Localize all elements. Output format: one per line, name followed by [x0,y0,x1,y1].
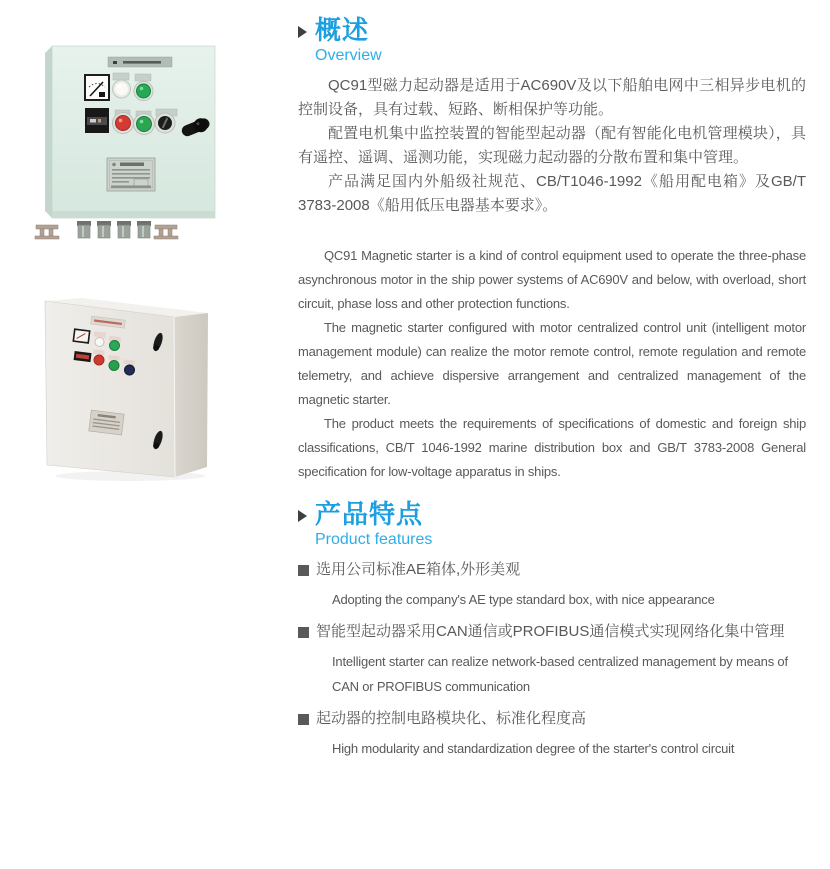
white-indicator-lamp [113,80,131,98]
cable-glands [77,221,151,238]
feature-item [298,709,806,761]
navy-pushbutton [125,365,135,375]
feature-text-en: Adopting the company's AE type standard box, with nice appearance [332,592,715,607]
overview-paragraph-en: The magnetic starter configured with motor centralized control unit (intelligent motor management module) can realize the motor remote control, remote regulation and remote telemetry, and achieve dispersive arrangement and centralized management of the magnetic starter. [298,320,806,407]
features-title-en: Product features [315,531,433,548]
ammeter [73,329,89,343]
square-bullet-icon [298,627,309,638]
feature-line-zh [298,622,806,642]
overview-paragraph-en: The product meets the requirements of specifications of domestic and foreign ship classifications, CB/T 1046-1992 marine distribution box and GB/T 3783-2008 General specification for low-voltage apparatus in ships. [298,416,806,479]
mounting-bracket [154,225,178,239]
lamp-label-plate [135,74,151,81]
overview-paragraph-zh: QC91型磁力起动器是适用于AC690V及以下船舶电网中三相异步电机的控制设备，具有过载、短路、断相保护等功能。 [298,77,806,118]
cabinet-bottom-lip [52,211,215,218]
mounting-bracket [35,225,59,239]
feature-text-zh: 起动器的控制电路模块化、标准化程度高 [316,710,587,727]
black-selector-switch [155,113,175,133]
control-box-front-illustration [30,35,275,250]
cabinet-front-face [45,301,175,477]
white-indicator-lamp [95,338,104,347]
feature-item [298,560,806,612]
feature-line-zh [298,560,806,580]
overview-title-zh: 概述 [315,15,370,45]
square-bullet-icon [298,714,309,725]
red-pushbutton [94,355,104,365]
cabinet-side-edge [45,46,52,218]
section-arrow-icon [298,510,307,522]
overview-paragraph-zh: 配置电机集中监控装置的智能型起动器（配有智能化电机管理模块），具有遥控、遥调、遥测功能，实现磁力起动器的分散布置和集中管理。 [298,125,806,166]
green-pushbutton [134,114,155,135]
overview-paragraph-en: QC91 Magnetic starter is a kind of control equipment used to operate the three-phase asynchronous motor in the ship power systems of AC690V and below, with overload, short circuit, phase loss and other protection functions. [298,248,806,311]
features-title-zh: 产品特点 [315,499,424,529]
feature-text-zh: 选用公司标准AE箱体,外形美观 [316,561,521,578]
overview-en-paragraphs [298,244,806,484]
square-bullet-icon [298,565,309,576]
feature-line-zh [298,709,806,729]
cabinet-name-strip [108,57,172,67]
nameplate [89,410,124,435]
green-indicator-lamp [134,82,153,101]
overview-title-en: Overview [315,47,382,64]
lamp-label-plate [113,73,129,80]
feature-item [298,622,806,699]
section-arrow-icon [298,26,307,38]
control-box-angled-illustration [35,278,255,488]
ammeter [85,75,109,100]
product-photo-angled-view [35,278,255,488]
overview-zh-paragraphs [298,74,806,218]
breaker-device [85,108,109,133]
overview-header [298,14,806,46]
feature-text-zh: 智能型起动器采用CAN通信或PROFIBUS通信模式实现网络化集中管理 [316,623,785,640]
green-pushbutton [109,361,119,371]
content-column [298,14,806,761]
overview-paragraph-zh: 产品满足国内外船级社规范、CB/T1046-1992《船用配电箱》及GB/T 3783-2008《船用低压电器基本要求》。 [298,173,806,214]
features-header [298,498,806,530]
features-section [298,498,806,761]
nameplate [107,158,155,191]
product-photo-front-view [30,35,275,250]
red-pushbutton [113,113,134,134]
green-indicator-lamp [110,341,120,351]
feature-text-en: Intelligent starter can realize network-based centralized management by means of CAN or PROFIBUS communication [332,654,788,694]
cabinet-side-face [174,313,208,477]
feature-text-en: High modularity and standardization degree of the starter's control circuit [332,741,735,756]
overview-section [298,14,806,484]
